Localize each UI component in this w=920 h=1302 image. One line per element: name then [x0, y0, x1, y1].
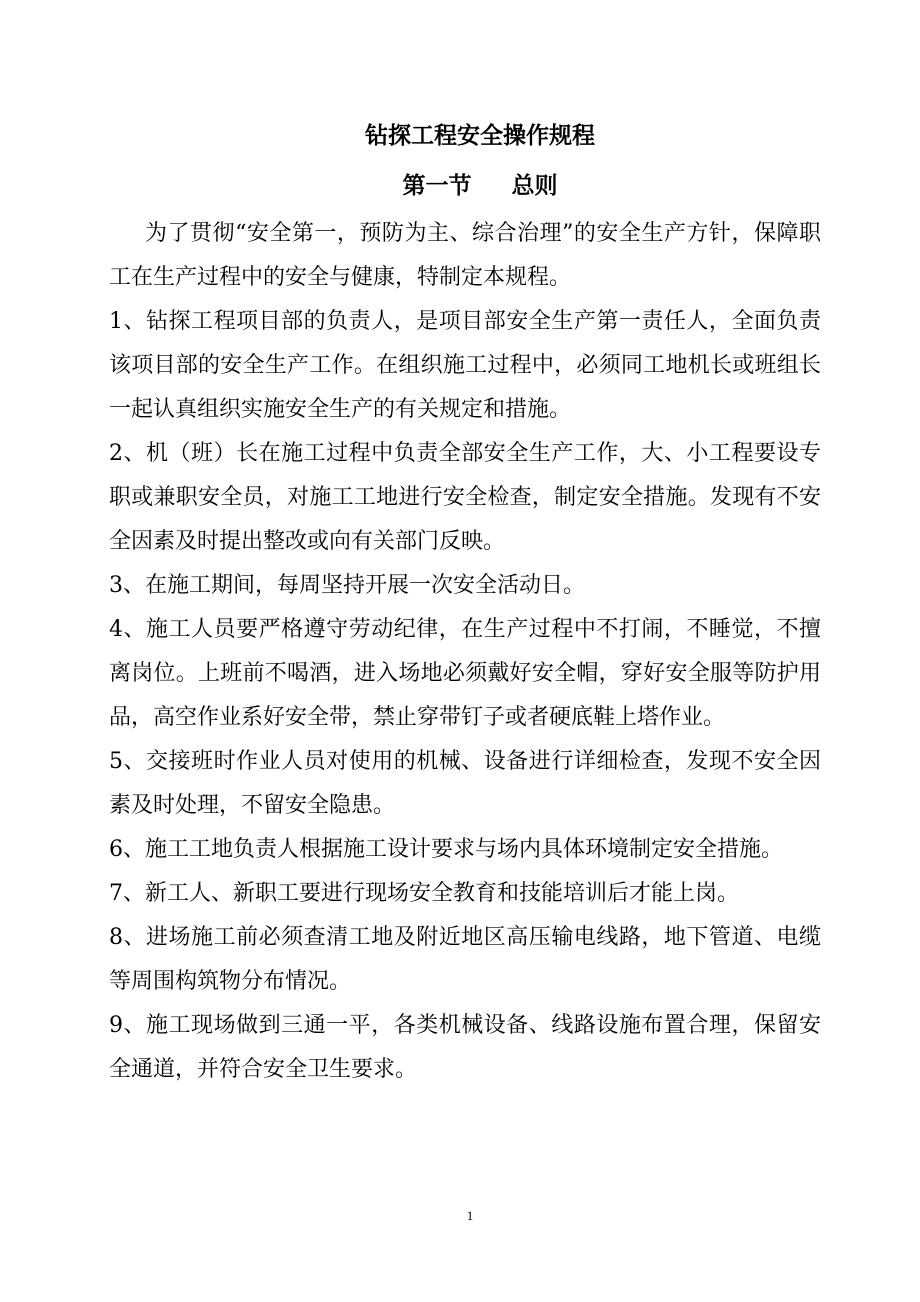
section-number: 第一节 — [402, 173, 472, 199]
rule-item: 8、进场施工前必须查清工地及附近地区高压输电线路，地下管道、电缆等周围构筑物分布情况。 — [109, 925, 821, 994]
section-heading — [0, 164, 920, 208]
rule-item: 3、在施工期间，每周坚持开展一次安全活动日。 — [109, 573, 585, 598]
section-name: 总则 — [511, 173, 558, 199]
rule-item: 5、交接班时作业人员对使用的机械、设备进行详细检查，发现不安全因素及时处理，不留安全隐患。 — [109, 749, 821, 818]
intro-paragraph: 为了贯彻“安全第一，预防为主、综合治理”的安全生产方针，保障职工在生产过程中的安全与健康，特制定本规程。 — [109, 221, 821, 290]
document-body — [109, 212, 821, 1092]
rule-item: 6、施工工地负责人根据施工设计要求与场内具体环境制定安全措施。 — [109, 837, 783, 862]
rule-item: 1、钻探工程项目部的负责人，是项目部安全生产第一责任人，全面负责该项目部的安全生产工作。在组织施工过程中，必须同工地机长或班组长一起认真组织实施安全生产的有关规定和措施。 — [109, 309, 821, 422]
rule-item: 9、施工现场做到三通一平，各类机械设备、线路设施布置合理，保留安全通道，并符合安全卫生要求。 — [109, 1013, 821, 1082]
rule-item: 7、新工人、新职工要进行现场安全教育和技能培训后才能上岗。 — [109, 881, 739, 906]
page-number: 1 — [466, 1208, 474, 1223]
rule-item: 4、施工人员要严格遵守劳动纪律，在生产过程中不打闹，不睡觉，不擅离岗位。上班前不喝酒，进入场地必须戴好安全帽，穿好安全服等防护用品，高空作业系好安全带，禁止穿带钉子或者硬底鞋上塔作业。 — [109, 617, 821, 730]
document-title: 钻探工程安全操作规程 — [365, 123, 595, 149]
rule-item: 2、机（班）长在施工过程中负责全部安全生产工作，大、小工程要设专职或兼职安全员，对施工工地进行安全检查，制定安全措施。发现有不安全因素及时提出整改或向有关部门反映。 — [109, 441, 821, 554]
